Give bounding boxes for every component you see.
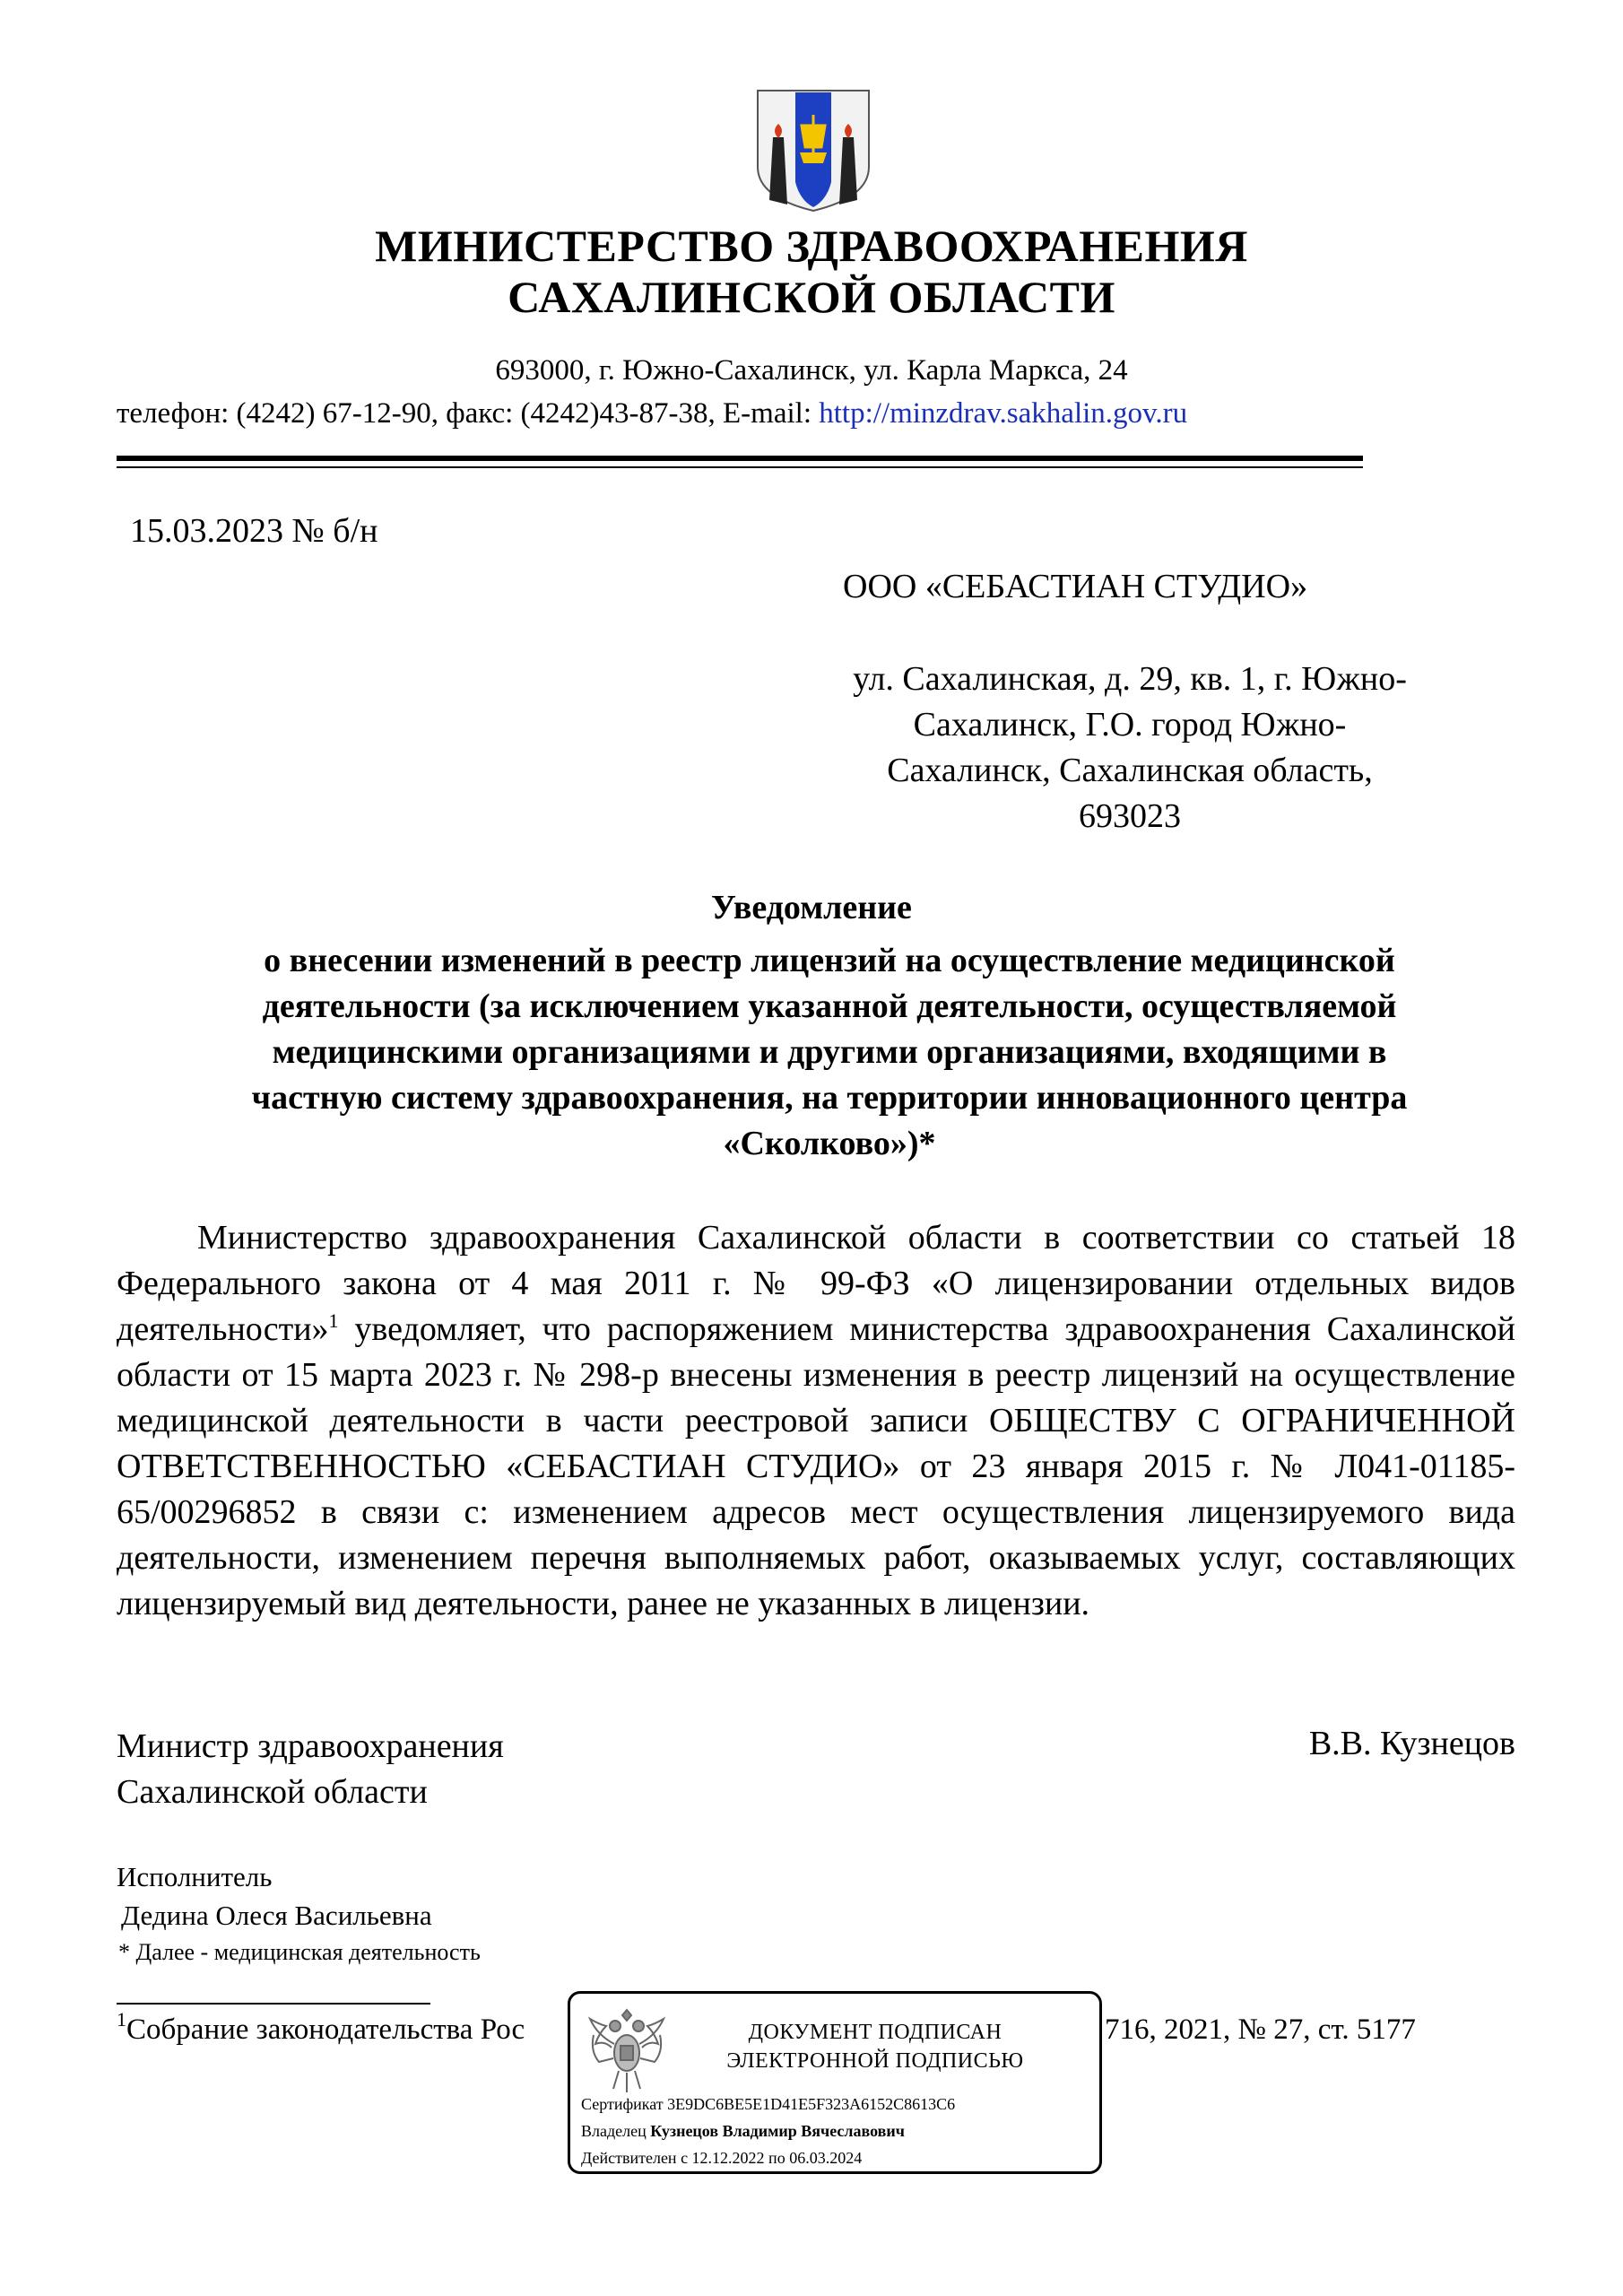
footnote-rule <box>117 2003 430 2005</box>
stamp-owner-label: Владелец <box>581 2122 651 2140</box>
coat-of-arms-icon <box>755 88 872 213</box>
notice-title: Уведомление <box>711 889 912 926</box>
executor-note: * Далее - медицинская деятельность <box>118 1939 481 1965</box>
website-link[interactable]: http://minzdrav.sakhalin.gov.ru <box>819 397 1188 430</box>
notice-subtitle-line: медицинскими организациями и другими организациями, входящими в <box>272 1033 1387 1071</box>
double-headed-eagle-icon <box>586 2008 667 2094</box>
header-rule-thin <box>117 466 1363 468</box>
notice-subtitle-line: о внесении изменений в реестр лицензий на осуществление медицинской <box>264 942 1395 979</box>
body-paragraph <box>117 1215 1515 1627</box>
stamp-certificate <box>581 2095 955 2114</box>
signer-position-line2: Сахалинской области <box>117 1773 428 1811</box>
signer-name: В.В. Кузнецов <box>1308 1725 1515 1762</box>
signer-position-line1: Министр здравоохранения <box>117 1727 504 1765</box>
stamp-validity: Действителен с 12.12.2022 по 06.03.2024 <box>581 2149 863 2167</box>
notice-subtitle <box>170 938 1488 1167</box>
recipient-address-line: Сахалинск, Сахалинская область, <box>887 752 1373 789</box>
org-address: 693000, г. Южно-Сахалинск, ул. Карла Маркса, 24 <box>495 354 1128 387</box>
footnote-ref: 1 <box>328 1309 339 1332</box>
executor-label: Исполнитель <box>117 1861 273 1892</box>
stamp-cert-value: 3E9DC6BE5E1D41E5F323A6152C8613C6 <box>667 2095 956 2113</box>
recipient-address-line: 693023 <box>1079 797 1181 835</box>
stamp-cert-label: Сертификат <box>581 2095 668 2113</box>
recipient-address-line: ул. Сахалинская, д. 29, кв. 1, г. Южно- <box>853 660 1407 698</box>
notice-subtitle-line: «Сколково»)* <box>723 1125 936 1162</box>
header-rule-thick <box>117 456 1363 461</box>
e-signature-stamp <box>568 1991 1102 2174</box>
body-part1: Министерство здравоохранения Сахалинской области в соответствии со статьей 18 Федерального закона от 4 мая 2011 г. № 99-ФЗ «О лицензировании отдельных видов деятельности» <box>117 1219 1515 1348</box>
org-contacts <box>117 397 1187 430</box>
body-part2: уведомляет, что распоряжением министерства здравоохранения Сахалинской области от 15 марта 2023 г. № 298-р внесены изменения в реестр лицензий на осуществление медицинской деятельности в части реестровой записи ОБЩЕСТВУ С ОГРАНИЧЕННОЙ ОТВЕТСТВЕННОСТЬЮ «СЕБАСТИАН СТУДИО» от 23 января 2015 г. № Л041-01185-65/00296852 в связи с: изменением адресов мест осуществления лицензируемого вида деятельности, изменением перечня выполняемых работ, оказываемых услуг, составляющих лицензируемый вид деятельности, ранее не указанных в лицензии. <box>117 1310 1515 1622</box>
footnote-number: 1 <box>117 2008 126 2031</box>
notice-subtitle-line: частную систему здравоохранения, на территории инновационного центра <box>251 1079 1408 1117</box>
document-date-number: 15.03.2023 № б/н <box>130 512 378 550</box>
footnote-text-start: Собрание законодательства Рос <box>126 2013 525 2046</box>
signer-position <box>117 1724 504 1815</box>
executor-name: Дедина Олеся Васильевна <box>121 1900 432 1931</box>
footnote-text-end: 716, 2021, № 27, ст. 5177 <box>1105 2013 1416 2046</box>
recipient-address-line: Сахалинск, Г.О. город Южно- <box>913 706 1347 744</box>
stamp-owner <box>581 2122 905 2141</box>
footnote-start <box>117 2008 525 2047</box>
stamp-owner-value: Кузнецов Владимир Вячеславович <box>650 2122 905 2140</box>
notice-subtitle-line: деятельности (за исключением указанной деятельности, осуществляемой <box>262 987 1397 1025</box>
org-name-line1: МИНИСТЕРСТВО ЗДРАВООХРАНЕНИЯ <box>375 221 1248 271</box>
body-text <box>117 1215 1515 1627</box>
recipient-name: ООО «СЕБАСТИАН СТУДИО» <box>843 568 1308 605</box>
recipient-address <box>780 657 1480 839</box>
contacts-text: телефон: (4242) 67-12-90, факс: (4242)43-87-38, E-mail: <box>117 397 820 430</box>
org-name-line2: САХАЛИНСКОЙ ОБЛАСТИ <box>508 272 1115 322</box>
stamp-heading-line2: ЭЛЕКТРОННОЙ ПОДПИСЬЮ <box>726 2049 1024 2073</box>
stamp-heading-line1: ДОКУМЕНТ ПОДПИСАН <box>748 2021 1002 2044</box>
